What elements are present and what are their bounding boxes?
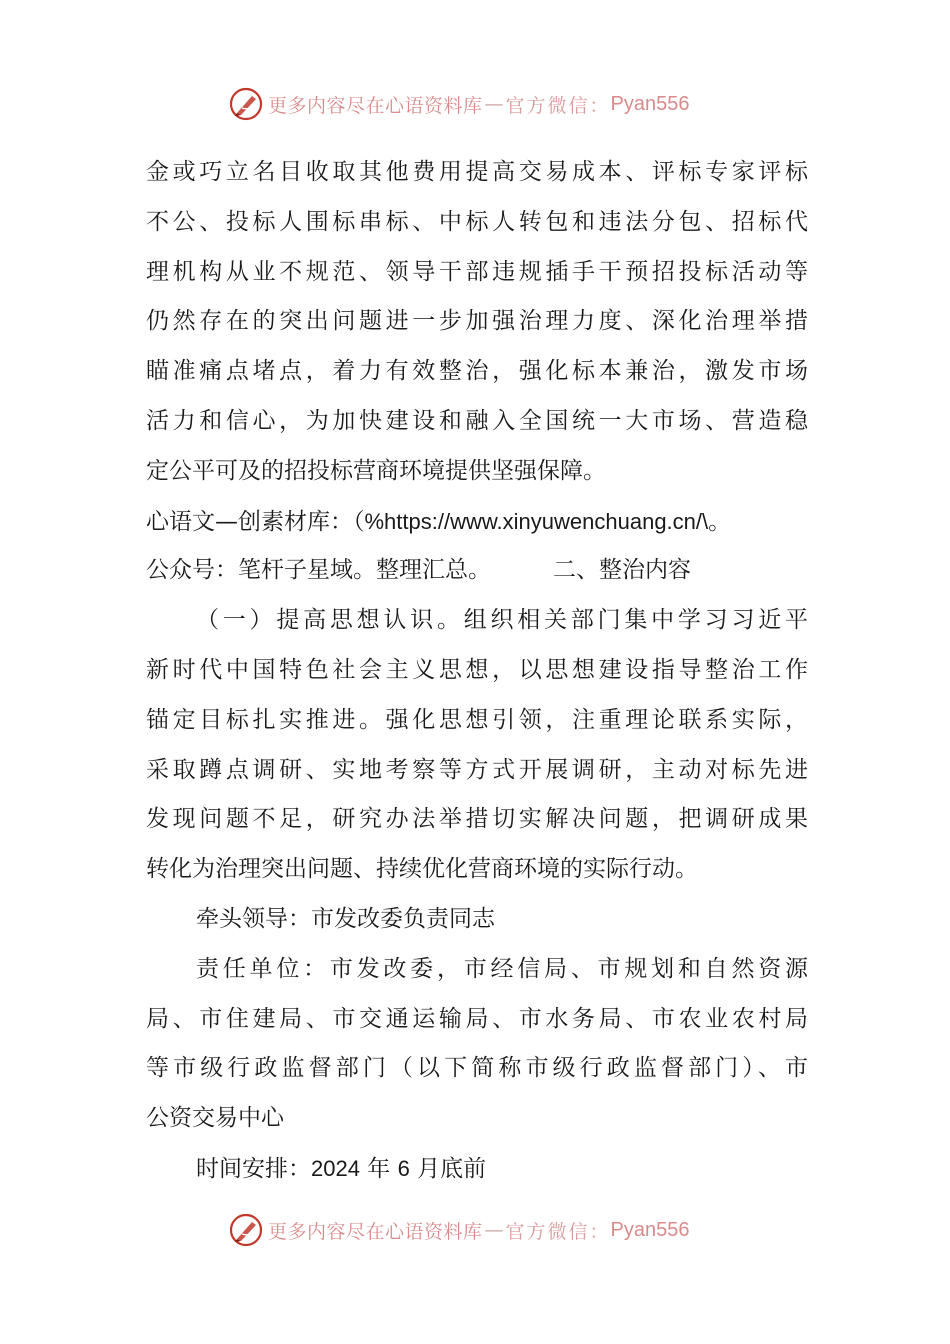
item1-line: 新时代中国特色社会主义思想，以思想建设指导整治工作: [146, 656, 808, 683]
item1-line: 发现问题不足，研究办法举措切实解决问题，把调研成果: [146, 806, 808, 833]
item1-line: 采取蹲点调研、实地考察等方式开展调研，主动对标先进: [146, 756, 808, 783]
schedule-year-unit: 年: [367, 1155, 391, 1182]
schedule-label: 时间安排：: [196, 1155, 311, 1182]
item1-line: 转化为治理突出问题、持续优化营商环境的实际行动。: [146, 856, 698, 883]
section-heading: 二、整治内容: [553, 557, 691, 584]
schedule-month: 6: [397, 1155, 410, 1181]
document-body: [146, 148, 808, 1194]
schedule-year: 2024: [311, 1155, 360, 1181]
item1-line: 锚定目标扎实推进。强化思想引领，注重理论联系实际，: [146, 706, 808, 733]
pen-logo-icon: [228, 1212, 264, 1248]
paragraph-line: 不公、投标人围标串标、中标人转包和违法分包、招标代: [146, 208, 808, 235]
responsible-line: 局、市住建局、市交通运输局、市水务局、市农业农村局: [146, 1005, 808, 1032]
lead-line: 牵头领导：市发改委负责同志: [196, 905, 495, 932]
account-text: 公众号：笔杆子星域。整理汇总。: [146, 557, 491, 584]
source-suffix: 。: [708, 508, 732, 535]
pen-logo-icon: [228, 86, 264, 122]
schedule-line: [146, 1144, 808, 1194]
watermark-slogan: 更多内容尽在心语资料库: [268, 94, 483, 117]
paragraph-line: 金或巧立名目收取其他费用提高交易成本、评标专家评标: [146, 159, 808, 185]
watermark-wechat-id: Pyan556: [610, 92, 690, 115]
account-line: [146, 546, 808, 596]
watermark-separator: —: [484, 93, 504, 115]
responsible-line: 公资交易中心: [146, 1105, 284, 1132]
paragraph-line: 定公平可及的招投标营商环境提供坚强保障。: [146, 457, 606, 484]
source-line: [146, 497, 808, 547]
footer-watermark: [228, 1210, 690, 1250]
watermark-wechat-label: 官方微信：: [505, 1220, 611, 1243]
watermark-wechat-id: Pyan556: [610, 1218, 690, 1241]
responsible-line: 责任单位：市发改委，市经信局、市规划和自然资源: [196, 955, 808, 982]
paragraph-line: 活力和信心，为加快建设和融入全国统一大市场、营造稳: [146, 407, 808, 434]
paragraph-line: 理机构从业不规范、领导干部违规插手干预招投标活动等: [146, 258, 808, 285]
paragraph-line: 仍然存在的突出问题进一步加强治理力度、深化治理举措: [146, 308, 808, 335]
responsible-line: 等市级行政监督部门（以下简称市级行政监督部门）、市: [146, 1055, 808, 1082]
watermark-wechat-label: 官方微信：: [505, 94, 611, 117]
schedule-month-unit: 月底前: [417, 1155, 487, 1182]
source-url: %https://www.xinyuwenchuang.cn/\: [364, 508, 709, 534]
paragraph-line: 瞄准痛点堵点，着力有效整治，强化标本兼治，激发市场: [146, 358, 808, 385]
item1-line: （一）提高思想认识。组织相关部门集中学习习近平: [196, 607, 808, 634]
watermark-separator: —: [484, 1219, 504, 1241]
source-prefix: 心语文—创素材库：（: [146, 508, 365, 535]
watermark-slogan: 更多内容尽在心语资料库: [268, 1220, 483, 1243]
header-watermark: [228, 84, 690, 124]
